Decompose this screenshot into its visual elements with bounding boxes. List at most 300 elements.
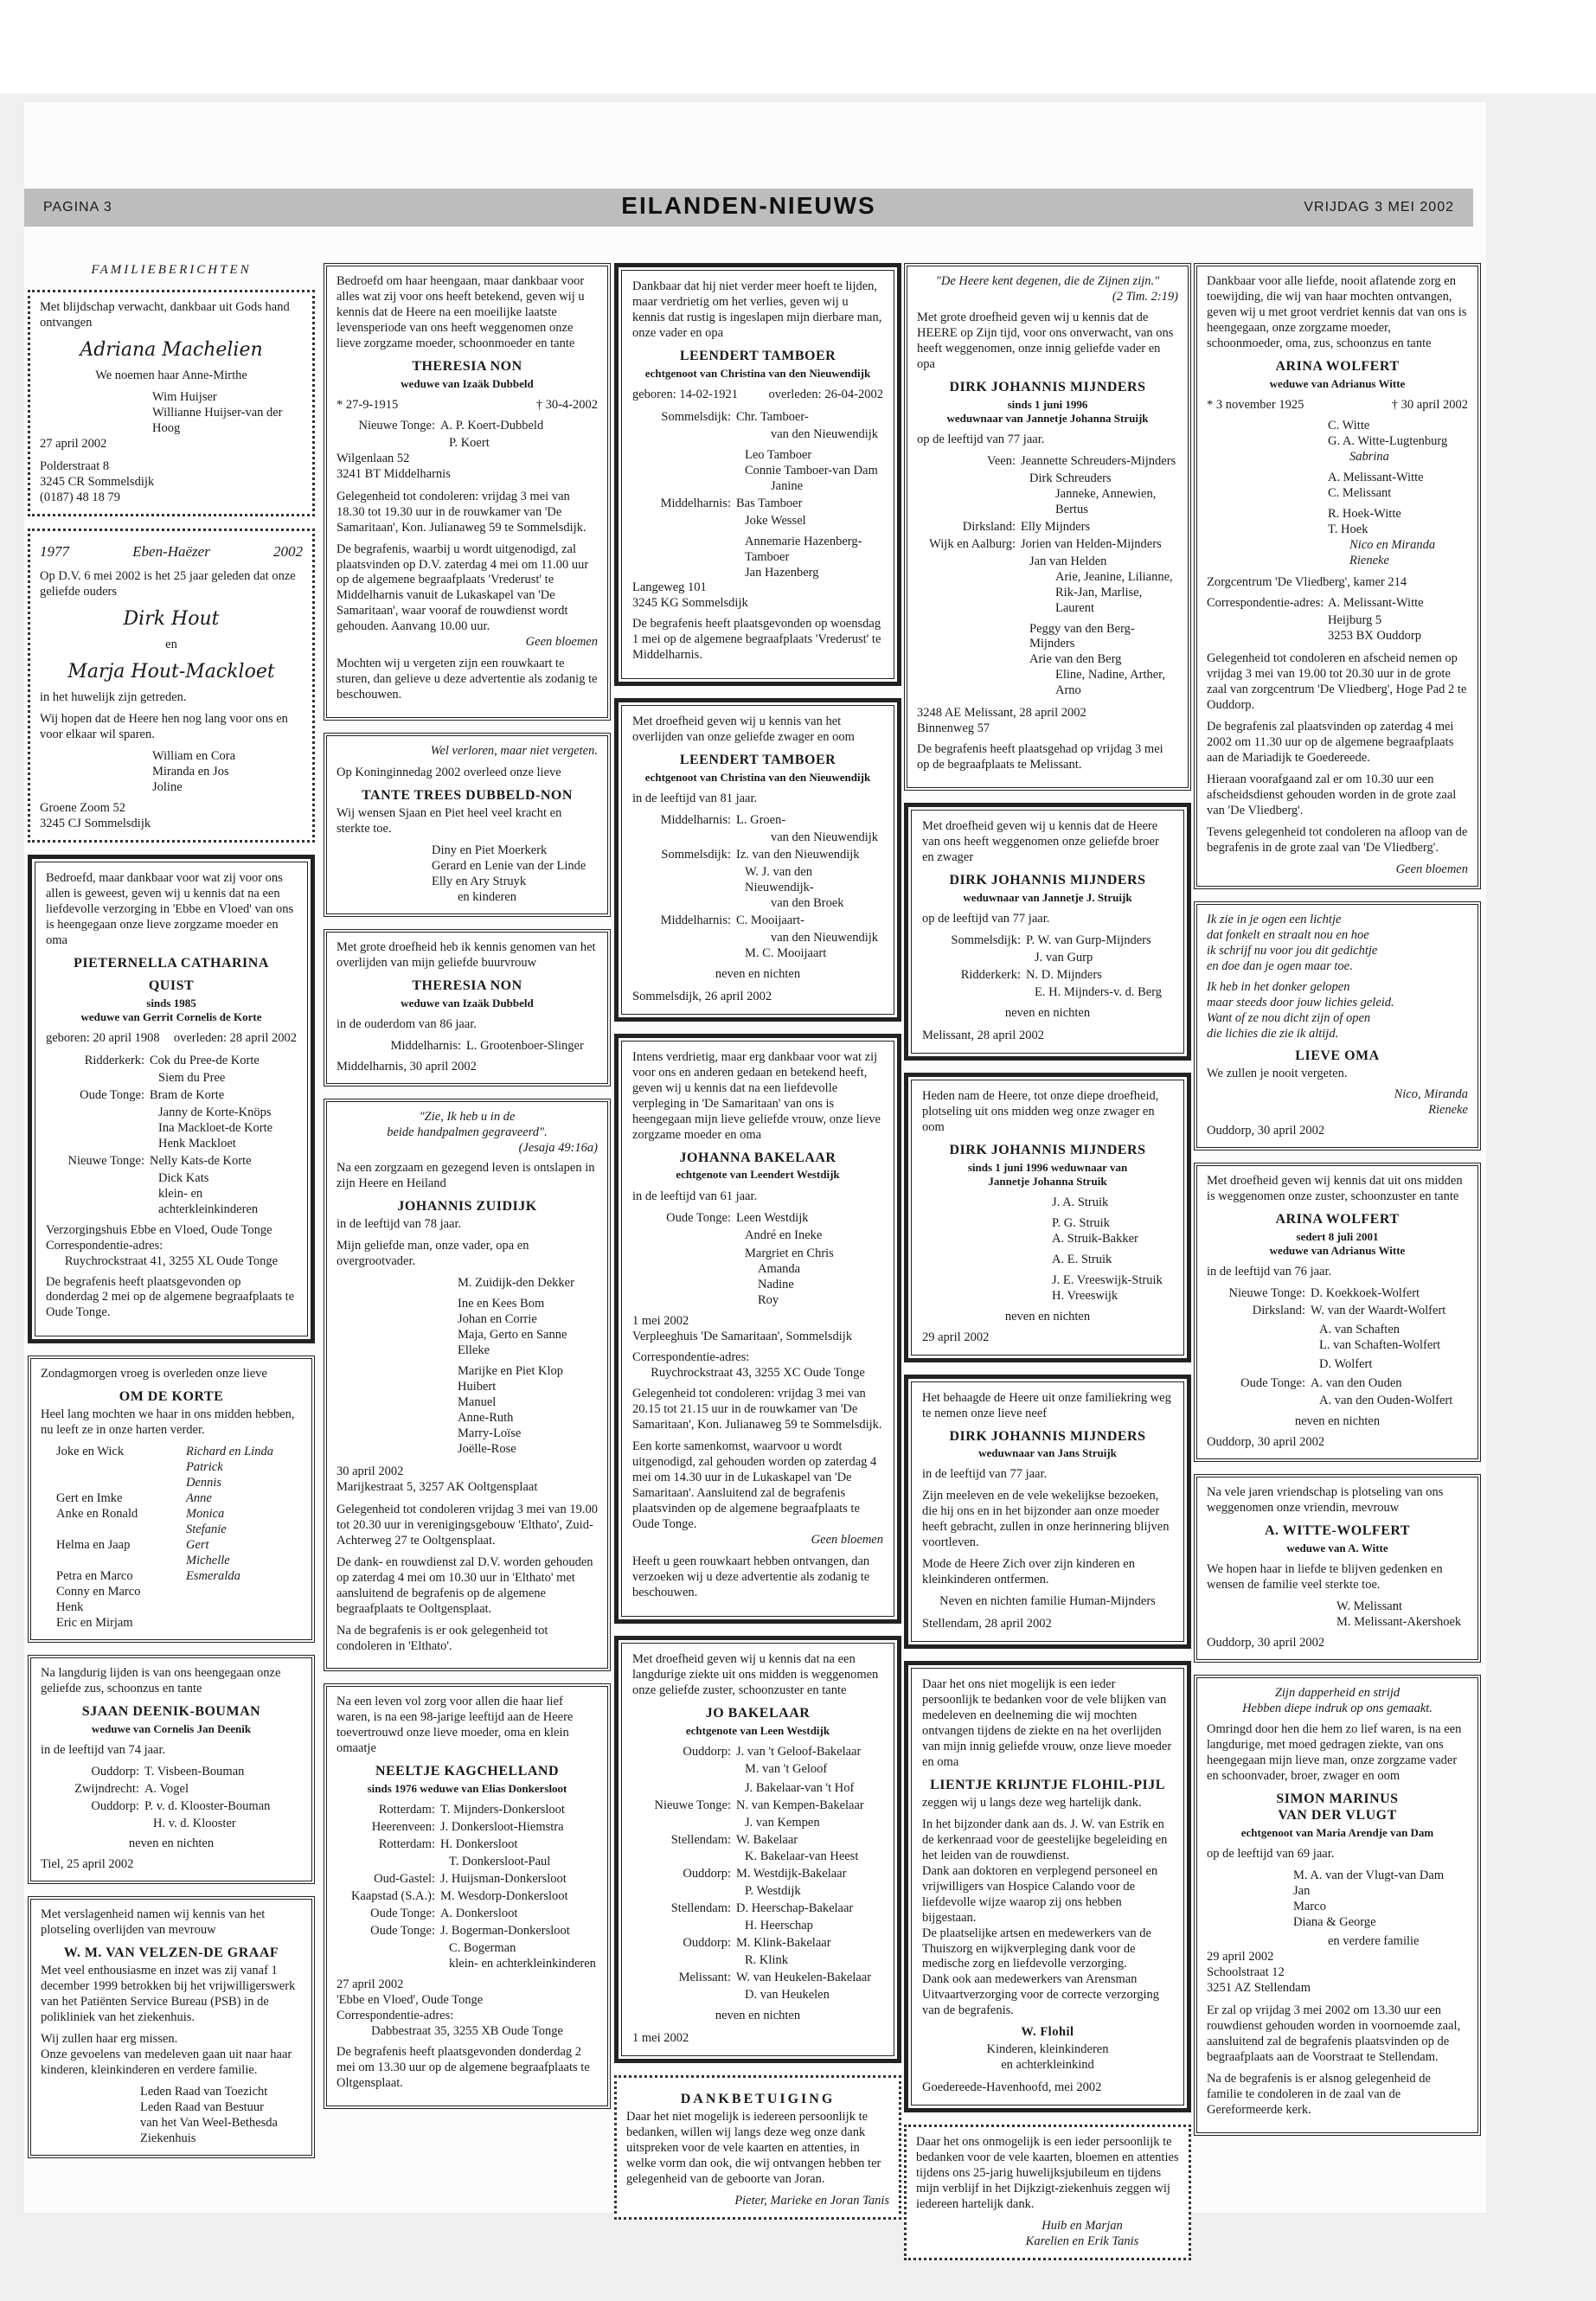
ad-text: en — [165, 638, 177, 652]
signature: Leden Raad van Toezicht — [140, 2084, 268, 2099]
ad-subtitle: echtgenote van Leen Westdijk — [685, 1723, 830, 1737]
address: Wilgenlaan 52 — [337, 451, 410, 465]
relative: M. Westdijk-Bakelaar — [736, 1867, 847, 1881]
relative: Janine — [771, 478, 804, 493]
ad-text: in de leeftijd van 77 jaar. — [922, 1467, 1048, 1482]
ad-text: Dankbaar dat hij niet verder meer hoeft te lijden, maar verdrietig om het verlies, geven wij u kennis dat rustig is ingeslapen mijn dierbare man, onze vader en opa — [632, 279, 882, 340]
ad-subtitle: weduwnaar van Jannetje J. Struijk — [963, 890, 1132, 904]
signature: Elly en Ary Struyk — [432, 874, 527, 888]
ad-text: Na de begrafenis is er alsnog gelegenheid de familie te condoleren in de zaal van de Gereformeerde kerk. — [1207, 2071, 1431, 2117]
relative-place: Middelharnis: — [390, 1038, 461, 1053]
address: Schoolstraat 12 — [1207, 1965, 1285, 1980]
relative: Jeannette Schreuders-Mijnders — [1021, 453, 1176, 468]
ad-text: De begrafenis heeft plaatsgehad op vrijdag 3 mei op de begraafplaats te Melissant. — [917, 742, 1163, 772]
relative: C. Bogerman — [449, 1941, 516, 1956]
quote: Hebben diepe indruk op ons gemaakt. — [1242, 1701, 1433, 1715]
signature: Anne-Ruth — [458, 1410, 514, 1425]
relative: Monica — [186, 1507, 225, 1522]
relative: Janny de Korte-Knöps — [158, 1105, 272, 1119]
death-date: † 30-4-2002 — [535, 397, 598, 412]
relative: J. Bakelaar-van 't Hof — [745, 1780, 855, 1795]
signature: Huib en Marjan — [1042, 2219, 1123, 2234]
ad-text: Gelegenheid tot condoleren: vrijdag 3 mei van 20.15 tot 21.15 uur in de rouwkamer van 'De Samaritaan', Kon. Julianaweg 59 te Sommelsdijk. — [632, 1387, 882, 1433]
ad-date: 29 april 2002 — [922, 1330, 990, 1344]
poem-line: Ik zie in je ogen een lichtje — [1207, 912, 1342, 926]
ad-text: Heeft u geen rouwkaart hebben ontvangen, dan verzoeken wij u deze advertentie als zodanig te beschouwen. — [632, 1554, 870, 1599]
ad-text: De plaatselijke artsen en medewerkers van de Thuiszorg en wijkverpleging dank voor de medische zorg en liefdevolle verzorging. — [922, 1926, 1151, 1971]
relative: J. Donkersloot-Hiemstra — [440, 1820, 564, 1835]
ad-text: Na vele jaren vriendschap is plotseling van ons weggenomen onze vriendin, mevrouw — [1207, 1485, 1444, 1516]
deceased-name: QUIST — [148, 977, 195, 993]
deceased-name: SJAAN DEENIK-BOUMAN — [81, 1703, 261, 1719]
obituary-wolfert-zuster — [1194, 1163, 1481, 1462]
ad-text: Er zal op vrijdag 3 mei 2002 om 13.30 uur een rouwdienst gehouden worden in voornoemde zaal, aansluitend zal de begrafenis plaatsvinden op de begraafplaats aan de Voorstraat te Stellendam. — [1207, 2003, 1461, 2064]
ad-date: Ouddorp, 30 april 2002 — [1207, 1635, 1325, 1650]
relative: M. C. Mooijaart — [745, 945, 827, 960]
relative: Connie Tamboer-van Dam — [745, 463, 878, 478]
relative: Conny en Marco — [56, 1584, 141, 1599]
quote: "De Heere kent degenen, die de Zijnen zijn." — [935, 274, 1160, 288]
poem-lieve-oma — [1194, 901, 1481, 1150]
address: 'Ebbe en Vloed', Oude Tonge — [337, 1992, 484, 2007]
ad-text: Na de begrafenis is er ook gelegenheid tot condoleren in 'Elthato'. — [337, 1623, 548, 1653]
ad-date: 1 mei 2002 — [632, 2031, 689, 2046]
signature: en achterkleinkind — [1001, 2058, 1094, 2073]
relative-place: Dirksland: — [962, 519, 1016, 534]
relative: L. Grootenboer-Slinger — [466, 1038, 584, 1053]
relative: P. W. van Gurp-Mijnders — [1026, 933, 1151, 948]
ad-subtitle: sinds 1985 — [146, 996, 196, 1009]
relative-place: Wijk en Aalburg: — [929, 536, 1016, 551]
page-header — [24, 189, 1473, 227]
deceased-name: JOHANNA BAKELAAR — [679, 1150, 836, 1165]
relative-place: Ouddorp: — [683, 1744, 731, 1759]
relative: R. Hoek-Witte — [1328, 506, 1401, 521]
relative: T. Mijnders-Donkersloot — [440, 1803, 565, 1817]
poem-line: ik schrijf nu voor jou dit gedichtje — [1207, 943, 1378, 958]
relative: Ina Mackloet-de Korte — [158, 1120, 273, 1135]
relative: H. Heerschap — [745, 1919, 813, 1933]
column-2 — [324, 263, 611, 2121]
ad-date: Sommelsdijk, 26 april 2002 — [632, 989, 772, 1003]
relative: Joke en Wick — [56, 1445, 125, 1459]
ad-subtitle: Jannetje Johanna Struik — [988, 1174, 1107, 1188]
deceased-name: LEENDERT TAMBOER — [679, 753, 836, 768]
death-date: † 30 april 2002 — [1391, 397, 1468, 412]
relative-place: Middelharnis: — [660, 813, 731, 828]
address: Zorgcentrum 'De Vliedberg', kamer 214 — [1207, 575, 1407, 590]
ad-text: in de ouderdom van 86 jaar. — [337, 1016, 477, 1031]
obituary-tamboer-zwager — [614, 698, 901, 1022]
signature: Marijke en Piet Klop — [458, 1364, 564, 1378]
ad-subtitle: weduwe van Gerrit Cornelis de Korte — [80, 1009, 262, 1023]
relative: D. Wolfert — [1319, 1357, 1373, 1372]
signature: J. E. Vreeswijk-Struik — [1052, 1272, 1163, 1287]
ad-title: DANKBETUIGING — [680, 2092, 836, 2107]
relative: K. Bakelaar-van Heest — [745, 1849, 859, 1864]
section-title: FAMILIEBERICHTEN — [91, 263, 252, 277]
birth-date: geboren: 14-02-1921 — [632, 387, 739, 401]
relative: Petra en Marco — [56, 1568, 133, 1583]
obituary-van-velzen — [28, 1896, 315, 2157]
relative: Bas Tamboer — [736, 496, 803, 510]
signature: Miranda en Jos — [152, 765, 229, 779]
relative-place: Rotterdam: — [378, 1803, 435, 1817]
obituary-mijnders-neef — [904, 1375, 1191, 1650]
relative-place: Sommelsdijk: — [661, 848, 731, 862]
ad-text: Mochten wij u vergeten zijn een rouwkaart te sturen, dan gelieve u deze advertentie als zodanig te beschouwen. — [337, 657, 598, 702]
relative: M. Klink-Bakelaar — [736, 1936, 831, 1951]
ad-text: Daar het ons niet mogelijk is een ieder persoonlijk te bedanken voor de vele blijken van medeleven en deelneming die wij mochten ontvangen tijdens de ziekte en na het overlijden van mijn innig geliefde vrouw, onze lieve moeder en oma — [922, 1677, 1172, 1769]
address: Dabbestraat 35, 3255 XB Oude Tonge — [371, 2023, 563, 2038]
relative: Henk Mackloet — [158, 1136, 236, 1150]
ad-subtitle: weduwe van A. Witte — [1286, 1541, 1388, 1554]
relative: P. Westdijk — [745, 1884, 801, 1899]
ad-date: Stellendam, 28 april 2002 — [922, 1617, 1052, 1631]
ad-text: De dank- en rouwdienst zal D.V. worden gehouden op zaterdag 4 mei om 10.30 uur in 'Elthato' met aansluitend de begrafenis op de algemene begraafplaats te Ooltgensplaat. — [337, 1554, 593, 1616]
deceased-name: JO BAKELAAR — [705, 1705, 811, 1721]
ad-subtitle: weduwe van Adrianus Witte — [1269, 376, 1406, 390]
deceased-name: JOHANNIS ZUIDIJK — [397, 1199, 537, 1215]
poem-line: Ik heb in het donker gelopen — [1207, 979, 1350, 994]
ad-text: Met veel enthousiasme en inzet was zij vanaf 1 december 1999 betrokken bij het vrijwilligerswerk van het Patiënten Service Bureau (PSB) in de polikliniek van het ziekenhuis. — [41, 1964, 296, 2025]
deceased-name: OM DE KORTE — [119, 1389, 224, 1405]
signature: Manuel — [458, 1394, 497, 1409]
signature: Karelien en Erik Tanis — [1025, 2234, 1139, 2249]
signature: en verdere familie — [1328, 1934, 1420, 1949]
relative: Nico en Miranda — [1349, 537, 1436, 552]
ad-text: Tevens gelegenheid tot condoleren na afloop van de begrafenis in de grote zaal van 'De Vliedberg'. — [1207, 825, 1468, 855]
address: 3253 BX Ouddorp — [1328, 629, 1421, 644]
address: 3245 KG Sommelsdijk — [632, 596, 748, 611]
signature: Pieter, Marieke en Joran Tanis — [734, 2193, 889, 2208]
relative-place: Ridderkerk: — [960, 967, 1021, 982]
relative-place: Ouddorp: — [683, 1936, 731, 1951]
relative-place: Ouddorp: — [91, 1798, 139, 1813]
relative: Gert en Imke — [56, 1491, 123, 1506]
relative-place: Nieuwe Tonge: — [67, 1153, 144, 1168]
ad-text: De begrafenis heeft plaatsgevonden donderdag 2 mei om 13.30 uur op de algemene begraafplaats te Oltgensplaat. — [337, 2044, 590, 2090]
obituary-non-family — [324, 263, 611, 721]
ad-text: De begrafenis heeft plaatsgevonden op woensdag 1 mei op de algemene begraafplaats 'Vrederust' te Middelharnis. — [632, 617, 881, 663]
ad-date: 30 april 2002 — [337, 1464, 404, 1478]
relative: W. van der Waardt-Wolfert — [1311, 1304, 1446, 1318]
year: 1977 — [40, 542, 69, 560]
relative: G. A. Witte-Lugtenburg — [1328, 433, 1448, 448]
ad-text: Met droefheid geven wij u kennis dat na een langdurige ziekte uit ons midden is weggenomen onze geliefde zuster, schoonzuster en tante — [632, 1651, 879, 1697]
ad-subtitle: weduwe van Izaäk Dubbeld — [401, 996, 534, 1009]
ad-date: 27 april 2002 — [40, 437, 107, 452]
birth-date: geboren: 20 april 1908 — [46, 1030, 160, 1045]
relative-place: Oud-Gastel: — [374, 1872, 435, 1887]
relative-place: Dirksland: — [1252, 1304, 1305, 1318]
obituary-mijnders-family — [904, 263, 1191, 791]
relative: Helma en Jaap — [56, 1537, 131, 1552]
column-1 — [28, 263, 315, 2170]
signature: Jan — [1293, 1884, 1311, 1899]
relative: Siem du Pree — [158, 1070, 226, 1085]
deceased-name: DIRK JOHANNIS MIJNDERS — [949, 873, 1146, 888]
couple-name: Dirk Hout — [123, 607, 220, 630]
ad-text: in de leeftijd van 78 jaar. — [337, 1217, 462, 1232]
relative-place: Oude Tonge: — [370, 1907, 435, 1921]
deceased-name: ARINA WOLFERT — [1275, 1212, 1400, 1227]
ad-subtitle: sinds 1 juni 1996 weduwnaar van — [967, 1160, 1128, 1174]
relative-place: Ouddorp: — [91, 1764, 139, 1779]
relative: P. v. d. Klooster-Bouman — [144, 1798, 271, 1813]
deceased-name: W. M. VAN VELZEN-DE GRAAF — [63, 1945, 279, 1961]
relative: A. Melissant-Witte — [1328, 470, 1424, 484]
relative: van den Broek — [771, 896, 844, 910]
address: Ruychrockstraat 43, 3255 XC Oude Tonge — [651, 1366, 865, 1381]
poem-line: maar steeds door jouw lichies geleid. — [1207, 995, 1394, 1009]
obituary-wolfert-family — [1194, 263, 1481, 889]
address: Ruychrockstraat 41, 3255 XL Oude Tonge — [64, 1253, 279, 1268]
relative: D. Heerschap-Bakelaar — [736, 1901, 854, 1916]
ad-text: Met blijdschap verwacht, dankbaar uit Gods hand ontvangen — [40, 300, 290, 330]
parent-name: Wim Huijser — [152, 390, 217, 405]
quote-reference: (2 Tim. 2:19) — [1112, 289, 1178, 304]
relative: Elly Mijnders — [1021, 519, 1091, 534]
ad-subtitle: sedert 8 juli 2001 — [1296, 1230, 1379, 1244]
relative: A. van den Ouden — [1311, 1376, 1402, 1391]
relative: A. Vogel — [144, 1781, 189, 1796]
relative: A. van Schaften — [1319, 1323, 1401, 1337]
signature: J. A. Struik — [1052, 1195, 1109, 1209]
ad-date: Middelharnis, 30 april 2002 — [337, 1059, 477, 1074]
birth-date: * 27-9-1915 — [337, 397, 399, 412]
deceased-name: SIMON MARINUS — [1276, 1791, 1399, 1806]
ad-date: 29 april 2002 — [1207, 1950, 1274, 1965]
thanks-flohil — [904, 1661, 1191, 2112]
deceased-name: LEENDERT TAMBOER — [679, 348, 836, 363]
relative: W. van Heukelen-Bakelaar — [736, 1971, 872, 1985]
relative: D. van Heukelen — [745, 1988, 830, 2003]
obituary-jo-bakelaar — [614, 1636, 901, 2063]
relative: Rieneke — [1349, 553, 1389, 567]
relative: klein- en achterkleinkinderen — [449, 1957, 596, 1971]
obituary-deenik — [28, 1655, 315, 1885]
signature: Kinderen, kleinkinderen — [986, 2042, 1109, 2057]
ad-text: Hieraan voorafgaand zal er om 10.30 uur een afscheidsdienst gehouden worden in de grote zaal van 'De Vliedberg'. — [1207, 772, 1457, 818]
relative: Chr. Tamboer- — [736, 409, 809, 424]
quote: beide handpalmen gegraveerd". — [387, 1125, 548, 1139]
death-date: overleden: 26-04-2002 — [768, 387, 883, 401]
relative: klein- en achterkleinkinderen — [158, 1186, 259, 1216]
phone: (0187) 48 18 79 — [40, 490, 121, 504]
ad-date: Melissant, 28 april 2002 — [922, 1028, 1044, 1042]
ad-text: Dank aan doktoren en verplegend personeel en vrijwilligers van Hospice Calando voor de liefdevolle wijze waarop zij ons hebben bijgestaan. — [922, 1863, 1158, 1925]
relative: Gert — [186, 1537, 209, 1552]
address: Polderstraat 8 — [40, 459, 110, 474]
page-number: PAGINA 3 — [43, 200, 112, 215]
ad-text: Mijn geliefde man, onze vader, opa en overgrootvader. — [337, 1239, 529, 1269]
ad-text: op de leeftijd van 69 jaar. — [1207, 1847, 1335, 1862]
ad-text: Met grote droefheid geven wij u kennis dat de HEERE op Zijn tijd, voor ons onverwacht, van ons heeft weggenomen, onze innig geliefde vader en opa — [917, 310, 1174, 371]
ad-date: Tiel, 25 april 2002 — [41, 1857, 134, 1872]
address: 3245 CR Sommelsdijk — [40, 475, 155, 490]
poem-line: die lichies die zie ik altijd. — [1207, 1026, 1339, 1041]
signature: M. Zuidijk-den Dekker — [458, 1276, 574, 1291]
ad-text: Eben-Haëzer — [132, 542, 210, 560]
ad-text: Na langdurig lijden is van ons heengegaan onze geliefde zus, schoonzus en tante — [41, 1665, 281, 1695]
relative-place: Melissant: — [678, 1971, 731, 1985]
poem-line: Want of ze nou dicht zijn of open — [1207, 1010, 1371, 1025]
relative-place: Stellendam: — [670, 1901, 731, 1916]
signature: Johan en Corrie — [458, 1312, 537, 1327]
ad-text: Met droefheid geven wij kennis dat uit ons midden is weggenomen onze zuster, schoonzuster en tante — [1207, 1174, 1463, 1204]
relative: Dick Kats — [158, 1170, 209, 1185]
address: 3251 AZ Stellendam — [1207, 1981, 1311, 1996]
signature: P. G. Struik — [1052, 1215, 1110, 1230]
relative-place: Oude Tonge: — [370, 1924, 435, 1939]
ad-text: Daar het ons onmogelijk is een ieder persoonlijk te bedanken voor de vele kaarten, bloemen en attenties tijdens ons 25-jarig huwelijksjubileum en tijdens mijn verblijf in het Dijkzigt-ziekenhuis zeggen wij iedereen hartelijk dank. — [916, 2135, 1179, 2212]
ad-text: Geen bloemen — [525, 635, 598, 650]
relative: C. Melissant — [1328, 485, 1392, 500]
address: Binnenweg 57 — [917, 721, 990, 736]
ad-text: Onze gevoelens van medeleven gaan uit naar haar kinderen, kleinkinderen en verdere familie. — [41, 2048, 292, 2077]
obituary-mijnders-broer — [904, 803, 1191, 1061]
relative: Eric en Mirjam — [56, 1615, 133, 1630]
relative: Nelly Kats-de Korte — [150, 1153, 252, 1168]
quote: Zijn dapperheid en strijd — [1274, 1685, 1401, 1700]
relative: van den Nieuwendijk — [771, 830, 879, 845]
relative: neven en nichten — [715, 2009, 801, 2023]
ad-date: 27 april 2002 — [337, 1977, 404, 1991]
address-label: Correspondentie-adres: — [46, 1238, 163, 1253]
deceased-name: DIRK JOHANNIS MIJNDERS — [949, 1428, 1146, 1444]
ad-text: Gelegenheid tot condoleren en afscheid nemen op vrijdag 3 mei van 19.00 tot 20.30 uur in de grote zaal van zorgcentrum 'De Vliedberg', Hoge Pad 2 te Ouddorp. — [1207, 651, 1467, 713]
address-label: Correspondentie-adres: — [632, 1350, 750, 1365]
ad-text: We zullen je nooit vergeten. — [1207, 1066, 1348, 1080]
relative: A. Donkersloot — [440, 1907, 518, 1921]
deceased-name: LIEVE OMA — [1295, 1048, 1380, 1063]
ad-text: in het huwelijk zijn getreden. — [40, 690, 187, 705]
relative: Michelle — [186, 1553, 230, 1567]
poem-line: en doe dan je ogen maar toe. — [1207, 958, 1353, 973]
signature: William en Cora — [152, 749, 236, 764]
ad-text: Op Koninginnedag 2002 overleed onze lieve — [337, 766, 561, 780]
relative-place: Oude Tonge: — [1240, 1376, 1305, 1391]
relative: E. H. Mijnders-v. d. Berg — [1035, 984, 1162, 999]
relative-place: Kaapstad (S.A.): — [350, 1889, 435, 1904]
relative: Sabrina — [1349, 449, 1389, 464]
ad-subtitle: weduwe van Cornelis Jan Deenik — [91, 1721, 252, 1735]
deceased-name: DIRK JOHANNIS MIJNDERS — [949, 379, 1146, 394]
ad-text: Een korte samenkomst, waarvoor u wordt uitgenodigd, zal gehouden worden op zaterdag 4 mei om 14.30 uur in de Lukaskapel van 'De Samaritaan'. Aansluitend zal de begrafenis plaatsvinden op de algemene begraafplaats te Oude Tonge. — [632, 1439, 877, 1531]
signature: Diana & George — [1293, 1915, 1376, 1930]
address: Groene Zoom 52 — [40, 801, 126, 816]
relative: H. Donkersloot — [440, 1837, 518, 1852]
signature: M. Melissant-Akershoek — [1336, 1614, 1462, 1629]
relative: Roy — [758, 1293, 779, 1308]
column-3 — [614, 263, 901, 2232]
relative: N. van Kempen-Bakelaar — [736, 1798, 864, 1812]
relative: T. Hoek — [1328, 522, 1368, 536]
signature: Leden Raad van Bestuur — [140, 2099, 264, 2114]
ad-subtitle: echtgenoot van Christina van den Nieuwendijk — [644, 771, 871, 785]
relative: N. D. Mijnders — [1026, 967, 1102, 982]
address-label: Correspondentie-adres: — [1207, 596, 1324, 611]
address: Langeweg 101 — [632, 580, 707, 595]
ad-text: Intens verdrietig, maar erg dankbaar voor wat zij voor ons en anderen gedaan en betekend heeft, geven wij u kennis dat na een liefdevolle verpleging in 'De Samaritaan' van ons is heengegaan mijn lieve geliefde vrouw, onze lieve zorgzame moeder en oma — [632, 1049, 881, 1142]
obituary-zuidijk — [324, 1099, 611, 1672]
ad-subtitle: weduwnaar van Jans Struijk — [978, 1446, 1117, 1460]
obituary-om-de-korte — [28, 1356, 315, 1642]
obituary-tante-trees — [324, 733, 611, 917]
masthead: EILANDEN-NIEUWS — [621, 192, 876, 219]
couple-name: Marja Hout-Mackloet — [67, 661, 275, 683]
ad-text: Heel lang mochten we haar in ons midden hebben, nu leeft ze in onze harten verder. — [41, 1407, 295, 1438]
quote: "Zie, Ik heb u in de — [419, 1109, 516, 1124]
relative: L. van Schaften-Wolfert — [1319, 1338, 1441, 1353]
ad-text: Na een zorgzaam en gezegend leven is ontslapen in zijn Heere en Heiland — [337, 1161, 595, 1191]
ad-text: Met verslagenheid namen wij kennis van het plotseling overlijden van mevrouw — [41, 1907, 266, 1938]
signature: Neven en nichten familie Human-Mijnders — [939, 1594, 1156, 1609]
relative: Esmeralda — [186, 1568, 240, 1583]
obituary-tamboer-family — [614, 263, 901, 686]
obituary-bakelaar-family — [614, 1034, 901, 1624]
ad-text: In het bijzonder dank aan ds. J. W. van Estrik en de kerkenraad voor de geestelijke begeleiding en het leiden van de rouwdienst. — [922, 1817, 1168, 1862]
signature: Gerard en Lenie van der Linde — [432, 858, 586, 873]
relative: neven en nichten — [128, 1836, 215, 1851]
relative: A. van den Ouden-Wolfert — [1319, 1394, 1453, 1408]
ad-text: Zondagmorgen vroeg is overleden onze lieve — [41, 1367, 267, 1381]
signature: W. Melissant — [1336, 1599, 1402, 1613]
column-4 — [904, 263, 1191, 2272]
ad-text: Wij wensen Sjaan en Piet heel veel kracht en sterkte toe. — [337, 805, 562, 836]
deceased-name: DIRK JOHANNIS MIJNDERS — [949, 1142, 1146, 1157]
relative-place: Ouddorp: — [683, 1867, 731, 1881]
signature: en kinderen — [458, 889, 517, 904]
thanks-tanis-birth — [614, 2075, 901, 2220]
signature: van het Van Weel-Bethesda — [140, 2115, 278, 2130]
signature: A. E. Struik — [1052, 1252, 1112, 1266]
year: 2002 — [272, 542, 303, 560]
signature: Ine en Kees Bom — [458, 1297, 545, 1311]
ad-text: Zijn meeleven en de vele wekelijkse bezoeken, die hij ons en in het bijzonder aan onze moeder heeft gebracht, zullen in onze herinnering blijven voortleven. — [922, 1489, 1170, 1550]
relative: Nadine — [758, 1278, 794, 1292]
relative: Henk — [56, 1599, 84, 1614]
relative-place: Oude Tonge: — [666, 1210, 731, 1225]
deceased-name: TANTE TREES DUBBELD-NON — [362, 788, 573, 804]
obituary-non-neighbour — [324, 929, 611, 1086]
ad-text: Met grote droefheid heb ik kennis genomen van het overlijden van mijn geliefde buurvrouw — [337, 939, 596, 970]
birth-announcement — [28, 290, 315, 516]
ad-text: Dankbaar voor alle liefde, nooit aflatende zorg en toewijding, die wij van haar mochten ontvangen, geven wij u met groot verdriet kennis dat van ons is heengegaan, onze zorgzame moeder, schoonmoeder, oma, zus, schoonzus en tante — [1207, 274, 1467, 350]
ad-text: op de leeftijd van 77 jaar. — [922, 912, 1050, 926]
ad-text: Het behaagde de Heere uit onze familiekring weg te nemen onze lieve neef — [922, 1390, 1171, 1420]
relative: neven en nichten — [1004, 1309, 1091, 1324]
signature: Marco — [1293, 1900, 1326, 1914]
ad-text: Gelegenheid tot condoleren: vrijdag 3 mei van 18.30 tot 19.30 uur in de rouwkamer van 'De Samaritaan', Kon. Julianaweg 59 te Sommelsdijk. — [337, 489, 586, 535]
ad-text: Daar het niet mogelijk is iedereen persoonlijk te bedanken, willen wij langs deze weg onze dank uitspreken voor de vele kaarten en attenties, in welke vorm dan ook, die wij ontvangen hebben ter gelegenheid van de geboorte van Joran. — [626, 2109, 881, 2186]
signature: A. Struik-Bakker — [1052, 1231, 1138, 1246]
relative: T. Donkersloot-Paul — [449, 1855, 551, 1869]
relative: L. Groen- — [736, 813, 786, 828]
relative: R. Klink — [745, 1953, 788, 1968]
ad-text: De begrafenis, waarbij u wordt uitgenodigd, zal plaatsvinden op D.V. zaterdag 4 mei om 11.00 uur op de algemene begraafplaats 'Vrederust' te Middelharnis vanuit de Lukaskapel van 'De Samaritaan', waar vooraf de rouwdienst wordt gehouden. Aanvang 10.00 uur. — [337, 542, 589, 634]
ad-text: Geen bloemen — [811, 1532, 883, 1547]
relative: J. Bogerman-Donkersloot — [440, 1924, 570, 1939]
ad-text: in de leeftijd van 81 jaar. — [632, 792, 758, 806]
relative: Anne — [186, 1491, 212, 1506]
relative: A. P. Koert-Dubbeld — [440, 418, 544, 433]
signature: Joline — [152, 780, 183, 795]
ad-text: Wij zullen haar erg missen. — [41, 2032, 178, 2047]
poem-line: dat fonkelt en straalt nou en hoe — [1207, 927, 1369, 942]
relative: Eline, Nadine, Arther, Arno — [1055, 668, 1166, 698]
